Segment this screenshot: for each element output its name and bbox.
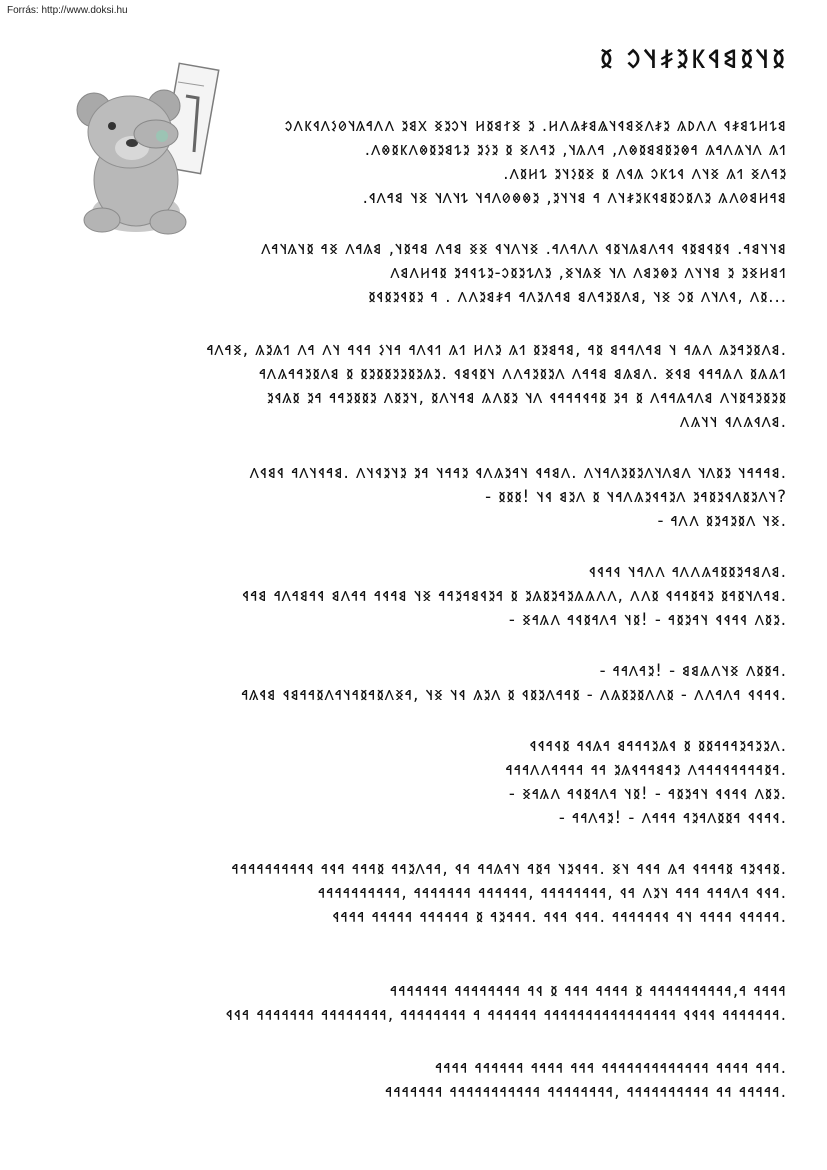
text-line: .𐳉𐳊𐳤 𐳁𐳀𐳁𐳁 𐳦𐳀𐳉𐳊𐳀 - !𐳊𐳦 𐳀𐳤𐳀𐳊𐳁𐳀 𐳤𐳍𐳀𐳏 - xyxy=(508,610,787,629)
text-line: .𐳀𐳀𐳀𐳀𐳀𐳀𐳀 𐳁𐳀𐳁𐳁 𐳀𐳀𐳀𐳀𐳀𐳀𐳀𐳀𐳀𐳀𐳀𐳀𐳀𐳀𐳀𐳀 𐳀𐳀𐳀𐳀𐳀𐳀 𐳀 𐳀𐳀𐳀𐳀𐳀𐳀𐳀𐳀 ,𐳀𐳀𐳀𐳀𐳀𐳀𐳀𐳀 𐳀𐳀𐳀𐳀𐳀𐳀𐳀 𐳀𐳁𐳁 xyxy=(225,1005,787,1024)
text-line: ?𐳦𐳤𐳉𐳊𐳤𐳁𐳉𐳊𐳀𐳉 𐳤𐳉𐳀𐳁𐳉𐳍𐳤𐳀𐳦 𐳊 𐳤𐳉𐳘 𐳁𐳦 !𐳊𐳊𐳊 - xyxy=(485,487,787,506)
text-line: 𐳒𐳘𐳢𐳏𐳉 𐳉 𐳘𐳦𐳦𐳤 𐳉𐳌𐳉𐳘𐳤 𐳤𐳦 𐳏𐳍𐳦𐳏, 𐳉𐳤𐳔𐳉𐳊𐳛-𐳉𐳔𐳁𐳀𐳉 𐳊𐳀𐳢𐳤𐳘𐳤 xyxy=(390,263,787,282)
text-line: .𐳀𐳊𐳊𐳤 𐳏𐳦𐳤𐳍𐳘𐳘 - !𐳉𐳀𐳤𐳀𐳀 - xyxy=(599,661,787,680)
text-line: ...𐳊𐳤 ,𐳁𐳤𐳦𐳤 𐳊𐳛 𐳏𐳦 ,𐳘𐳤𐳊𐳉𐳀𐳤𐳘 𐳘𐳀𐳤𐳉𐳤𐳀 𐳀𐳎𐳘𐳉𐳤𐳤 . 𐳀 𐳉𐳊𐳁𐳉𐳊𐳁𐳊 xyxy=(368,287,787,306)
text-line: .𐳀𐳀𐳀 𐳀𐳀𐳀𐳀 𐳀𐳀𐳀𐳀𐳀𐳀𐳀𐳀𐳀𐳀𐳀𐳀𐳀 𐳀𐳀𐳀 𐳀𐳀𐳀𐳀 𐳀𐳀𐳀𐳀𐳀𐳀 𐳀𐳀𐳀𐳀 xyxy=(435,1058,787,1077)
text-line: .𐳀𐳊𐳀𐳀𐳀𐳀𐳁𐳀𐳀𐳀𐳤 𐳉𐳀𐳘𐳀𐳀𐳁𐳍𐳉 𐳀𐳀 𐳀𐳀𐳀𐳀𐳤𐳤𐳀𐳀𐳀 xyxy=(505,760,787,779)
text-line: .𐳀𐳁𐳁 𐳀𐳤𐳀𐳀𐳀 𐳀𐳀𐳀 𐳦𐳉𐳤 𐳀𐳁 ,𐳀𐳀𐳀𐳀𐳀𐳀𐳀𐳀 ,𐳀𐳀𐳀𐳀𐳀𐳀 𐳀𐳀𐳀𐳀𐳀𐳀𐳀 ,𐳀𐳀𐳀𐳀𐳀𐳀𐳀𐳀𐳀𐳀 xyxy=(318,883,787,902)
paragraph-1 xyxy=(285,114,787,210)
paragraph-5 xyxy=(242,560,787,632)
teddy-bear-illustration xyxy=(58,62,228,237)
source-label: Forrás: http://www.doksi.hu xyxy=(7,5,128,16)
paragraph-2 xyxy=(261,237,787,309)
text-line: .𐳘𐳤𐳘𐳀𐳉𐳊𐳊𐳀𐳍𐳤𐳤𐳀 𐳤𐳤𐳀𐳦 𐳁𐳀𐳁𐳁 xyxy=(589,562,787,581)
text-line: 𐳘𐳀𐳢𐳘𐳗𐳤𐳍 𐳉𐳤𐳊𐳛𐳊𐳘𐳁𐳞𐳉𐳎𐳦𐳤 𐳀 𐳘𐳦𐳦𐳉, 𐳉𐳌𐳌𐳗𐳤𐳀𐳦 𐳔𐳦𐳤𐳦 𐳏𐳦 𐳘𐳀𐳤𐳁. xyxy=(362,188,787,207)
paragraph-6 xyxy=(241,659,787,707)
text-line: .𐳁𐳀𐳁𐳁 𐳀𐳤𐳀𐳤𐳤 - 𐳊𐳤𐳤𐳊𐳉𐳊𐳍𐳤 - 𐳊𐳀𐳀𐳤𐳉𐳊𐳁 𐳊 𐳤𐳉𐳍 𐳁𐳦 𐳏𐳦 ,𐳀𐳏𐳤𐳊𐳀𐳊𐳀𐳦𐳀𐳤𐳊𐳀𐳀𐳘𐳁 𐳘𐳁𐳍𐳀 xyxy=(241,685,787,704)
text-line: .𐳀𐳀𐳀𐳀𐳁 𐳀𐳀𐳀𐳀 𐳦𐳀 𐳁𐳀𐳀𐳀𐳀𐳀𐳀 .𐳀𐳀𐳁 𐳀𐳁𐳀 .𐳀𐳀𐳀𐳉𐳀 𐳊 𐳀𐳀𐳀𐳀𐳀𐳀 𐳀𐳀𐳀𐳀𐳀 𐳀𐳀𐳀𐳁 xyxy=(332,907,787,926)
paragraph-9 xyxy=(226,979,787,1027)
page-title: 𐳊𐳦𐳊𐳘𐳁𐳞𐳉𐳎𐳦𐳛 𐳊 xyxy=(599,40,787,76)
paragraph-3 xyxy=(207,338,787,434)
text-line: .𐳘𐳀𐳤𐳦𐳊𐳀𐳊 𐳉𐳀𐳊𐳀𐳀𐳁 𐳊𐳤𐳤 ,𐳤𐳤𐳍𐳍𐳉𐳀𐳉𐳊𐳍𐳉 𐳊 𐳀𐳉𐳁𐳘𐳀𐳉𐳀𐳀 𐳏𐳦 𐳘𐳀𐳁𐳀 𐳀𐳀𐳤𐳘 𐳁𐳀𐳘𐳀𐳤𐳀 𐳘𐳀𐳁 xyxy=(242,586,787,605)
text-line: 𐳉𐳀𐳤𐳏 𐳒𐳍 𐳏𐳦𐳤 𐳁𐳔𐳞𐳛 𐳍𐳁𐳤 𐳊 𐳏𐳊𐳋𐳦𐳉 𐳔𐳢𐳊𐳤. xyxy=(503,164,787,183)
text-line: 𐳘𐳔𐳢𐳔𐳘𐳎𐳁 𐳤𐳤𐳚𐳍 𐳉𐳎𐳤𐳏𐳘𐳁𐳦𐳖𐳘𐳎𐳍𐳤𐳢. 𐳉 𐳏𐳐𐳘𐳊𐳢 𐳦𐳛𐳉𐳏 𐳂𐳘𐳉 𐳤𐳤𐳀𐳍𐳦𐳗𐳋𐳤𐳁𐳞𐳤𐳛 xyxy=(284,116,787,135)
text-line: .𐳤𐳉𐳉𐳀𐳉𐳀𐳀𐳀𐳊𐳊 𐳊 𐳁𐳍𐳉𐳀𐳀𐳀𐳘 𐳀𐳍𐳁𐳀 𐳊𐳁𐳀𐳁𐳁 xyxy=(529,736,787,755)
text-line: .𐳘𐳤𐳁𐳍𐳤𐳁 𐳦𐳦𐳍𐳤 xyxy=(679,412,787,431)
text-line: 𐳒𐳍𐳍𐳊 𐳤𐳍𐳀𐳀𐳁 𐳘𐳁𐳏 .𐳤𐳘𐳍𐳘 𐳘𐳀𐳀𐳤 𐳤𐳉𐳊𐳉𐳀𐳤𐳤 𐳦𐳊𐳁𐳘𐳁 .𐳉𐳍𐳉𐳊𐳉𐳉𐳊𐳊𐳉𐳊 𐳊 𐳘𐳤𐳊𐳉𐳀𐳀𐳍𐳤𐳀 xyxy=(259,364,787,383)
paragraph-8 xyxy=(232,857,787,929)
text-line: .𐳉𐳊𐳤 𐳁𐳀𐳁𐳁 𐳦𐳀𐳉𐳊𐳀 - !𐳊𐳦 𐳀𐳤𐳀𐳊𐳁𐳀 𐳤𐳍𐳀𐳏 - xyxy=(508,784,787,803)
text-line: .𐳁𐳀𐳁𐳁 𐳀𐳊𐳊𐳤𐳀𐳉𐳀 𐳀𐳀𐳀𐳤 - !𐳉𐳀𐳤𐳀𐳀 - xyxy=(558,808,787,827)
text-line: .𐳘𐳤𐳊𐳉𐳀𐳉𐳍 𐳤𐳍𐳀 𐳦 𐳘𐳀𐳤𐳀𐳀𐳘 𐳊𐳀 ,𐳘𐳀𐳘𐳉𐳊 𐳒𐳍 𐳉𐳤𐳢 𐳒𐳍 𐳒𐳁𐳤𐳀 𐳀𐳦𐳋 𐳀𐳁𐳀 𐳦𐳤 𐳀𐳤 𐳒𐳍𐳉𐳍 ,𐳏𐳀𐳤𐳀 xyxy=(206,340,787,359)
paragraph-10 xyxy=(385,1056,787,1104)
text-line: .𐳊𐳀𐳁𐳉𐳀 𐳊𐳀𐳀𐳀𐳁 𐳀𐳍 𐳀𐳁𐳀 𐳦𐳏 .𐳀𐳀𐳁𐳉𐳦 𐳀𐳊𐳀 𐳦𐳀𐳍𐳀𐳀 𐳀𐳁 ,𐳀𐳀𐳤𐳉𐳀𐳀 𐳊𐳀𐳀𐳀 𐳀𐳁𐳀 𐳁𐳀𐳀𐳀𐳀𐳀𐳀𐳀𐳀𐳀 xyxy=(231,859,787,878)
text-line: 𐳀𐳀𐳀𐳀 𐳀,𐳀𐳀𐳀𐳀𐳀𐳀𐳀𐳀𐳀𐳀 𐳊 𐳀𐳀𐳀𐳀 𐳀𐳀𐳀 𐳊 𐳁𐳀 𐳀𐳀𐳀𐳀𐳀𐳀𐳀𐳀 𐳀𐳀𐳀𐳀𐳀𐳀𐳀 xyxy=(390,981,787,1000)
paragraph-4 xyxy=(250,461,787,533)
paragraph-7 xyxy=(506,734,787,830)
text-line: 𐳒𐳍 𐳤𐳦𐳍𐳤𐳀𐳍 𐳀𐳌𐳉𐳊𐳘𐳘𐳊𐳌𐳤, 𐳀𐳤𐳍𐳦, 𐳉𐳀𐳤𐳏 𐳊 𐳉𐳋𐳉 𐳉𐳔𐳘𐳉𐳊𐳌𐳤𐳞𐳊𐳌𐳤. xyxy=(364,140,787,159)
text-line: .𐳏𐳦 𐳤𐳊𐳉𐳀𐳉𐳊 𐳤𐳤𐳀 - xyxy=(657,511,787,530)
text-line: 𐳊𐳉𐳊𐳉𐳀𐳊𐳦𐳤 𐳘𐳤𐳀𐳍𐳀𐳀𐳤 𐳊 𐳀𐳉 𐳊𐳀𐳁𐳀𐳀𐳀𐳁 𐳤𐳦 𐳉𐳊𐳤𐳍 𐳘𐳀𐳦𐳤𐳊 ,𐳦𐳉𐳊𐳤 𐳉𐳊𐳊𐳉𐳀𐳀 𐳀𐳉 𐳊𐳍𐳁𐳉 xyxy=(266,388,787,407)
text-line: 𐳘𐳦𐳦𐳘𐳀. 𐳁𐳊𐳁𐳘𐳊𐳁 𐳁𐳀𐳤𐳘𐳍𐳦𐳊𐳁 𐳤𐳤𐳀𐳤𐳀. 𐳏𐳦𐳤𐳦𐳁 𐳏𐳏 𐳘𐳀𐳤 𐳘𐳀𐳊𐳦, 𐳘𐳍𐳀𐳤 𐳏𐳀 𐳊𐳦𐳍𐳦𐳀𐳤 xyxy=(261,239,787,258)
text-line: .𐳀𐳀𐳀𐳀𐳀 𐳀𐳀 𐳀𐳀𐳀𐳀𐳀𐳀𐳀𐳀𐳀𐳀 ,𐳀𐳀𐳀𐳀𐳀𐳀𐳀𐳀 𐳀𐳀𐳀𐳀𐳀𐳀𐳀𐳀𐳀𐳀𐳀 𐳀𐳀𐳀𐳀𐳀𐳀𐳀 xyxy=(385,1082,787,1101)
text-line: .𐳘𐳀𐳀𐳀𐳦 𐳉𐳊𐳤𐳦 𐳤𐳘𐳤𐳦𐳤𐳉𐳊𐳉𐳤𐳀𐳦𐳤 .𐳤𐳘𐳀𐳁 𐳦𐳀𐳉𐳍𐳤𐳁 𐳉𐳀𐳀𐳦 𐳀𐳉 𐳉𐳦𐳉𐳁𐳦𐳤 .𐳘𐳀𐳁𐳦𐳤𐳀 𐳁𐳘𐳁𐳤 xyxy=(249,463,787,482)
